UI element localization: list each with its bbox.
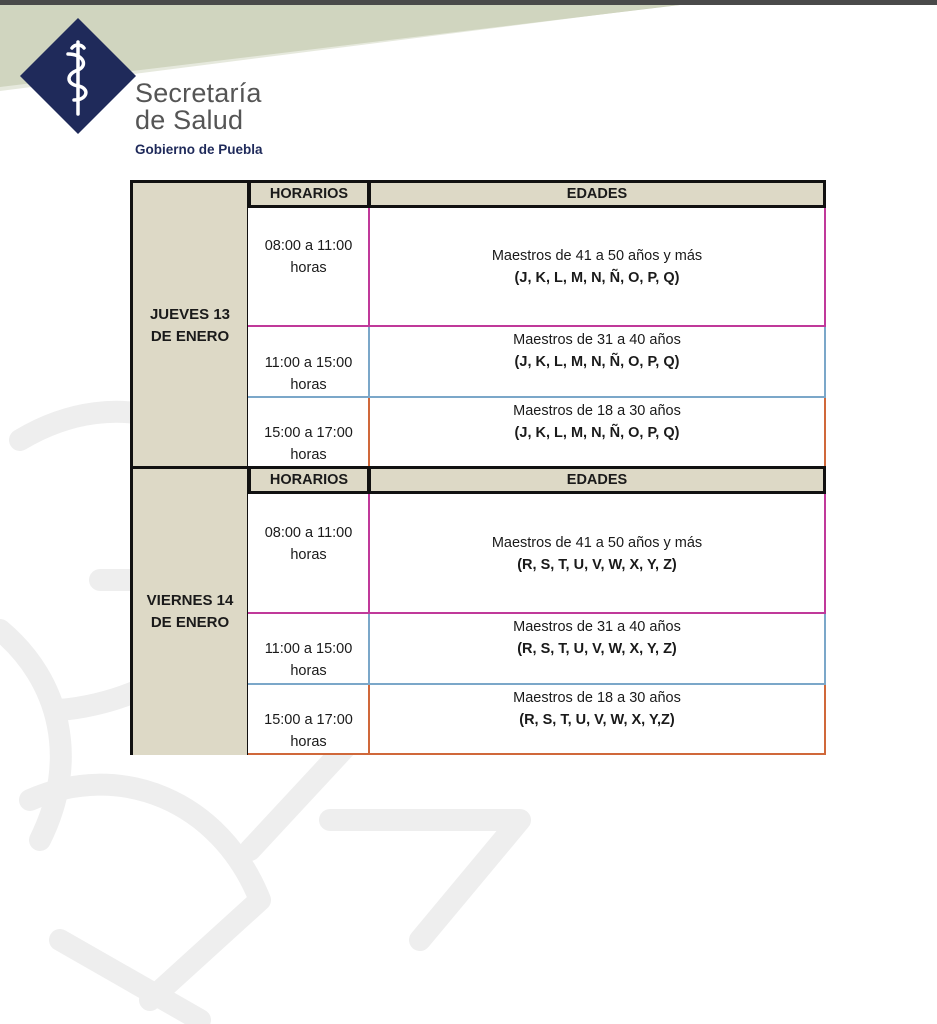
- age-cell: [368, 494, 826, 614]
- header-horarios: HORARIOS: [248, 180, 370, 208]
- time-cell: 15:00 a 17:00 horas: [248, 685, 369, 755]
- day-cell-viernes: [130, 466, 250, 755]
- age-range: Maestros de 18 a 30 años: [513, 690, 681, 706]
- org-subtitle: Gobierno de Puebla: [135, 142, 263, 157]
- age-cell: [368, 685, 826, 755]
- age-range: Maestros de 41 a 50 años y más: [491, 535, 703, 551]
- time-cell: 08:00 a 11:00 horas: [248, 494, 369, 614]
- age-cell: [368, 398, 826, 468]
- age-letters: (R, S, T, U, V, W, X, Y, Z): [517, 557, 677, 573]
- age-range: Maestros de 31 a 40 años: [513, 332, 681, 348]
- age-letters: (R, S, T, U, V, W, X, Y,Z): [519, 712, 675, 728]
- age-letters: (R, S, T, U, V, W, X, Y, Z): [517, 641, 677, 657]
- age-letters: (J, K, L, M, N, Ñ, O, P, Q): [514, 354, 680, 370]
- header-edades: EDADES: [368, 466, 826, 494]
- caduceus-logo-icon: [20, 18, 136, 134]
- age-cell: [368, 208, 826, 327]
- time-cell: 11:00 a 15:00 horas: [248, 614, 369, 685]
- time-cell: 15:00 a 17:00 horas: [248, 398, 369, 468]
- day-cell-jueves: [130, 180, 250, 468]
- header-edades: EDADES: [368, 180, 826, 208]
- age-range: Maestros de 41 a 50 años y más: [491, 248, 703, 264]
- day-label: VIERNES 14 DE ENERO: [146, 592, 234, 631]
- age-range: Maestros de 18 a 30 años: [513, 403, 681, 419]
- day-label: JUEVES 13 DE ENERO: [149, 305, 231, 345]
- age-range: Maestros de 31 a 40 años: [513, 619, 681, 635]
- org-name: Secretaría de Salud: [135, 78, 262, 135]
- header-horarios: HORARIOS: [248, 466, 370, 494]
- age-letters: (J, K, L, M, N, Ñ, O, P, Q): [514, 270, 680, 286]
- time-cell: 08:00 a 11:00 horas: [248, 208, 369, 327]
- time-cell: 11:00 a 15:00 horas: [248, 327, 369, 398]
- age-cell: [368, 614, 826, 685]
- age-letters: (J, K, L, M, N, Ñ, O, P, Q): [514, 425, 680, 441]
- age-cell: [368, 327, 826, 398]
